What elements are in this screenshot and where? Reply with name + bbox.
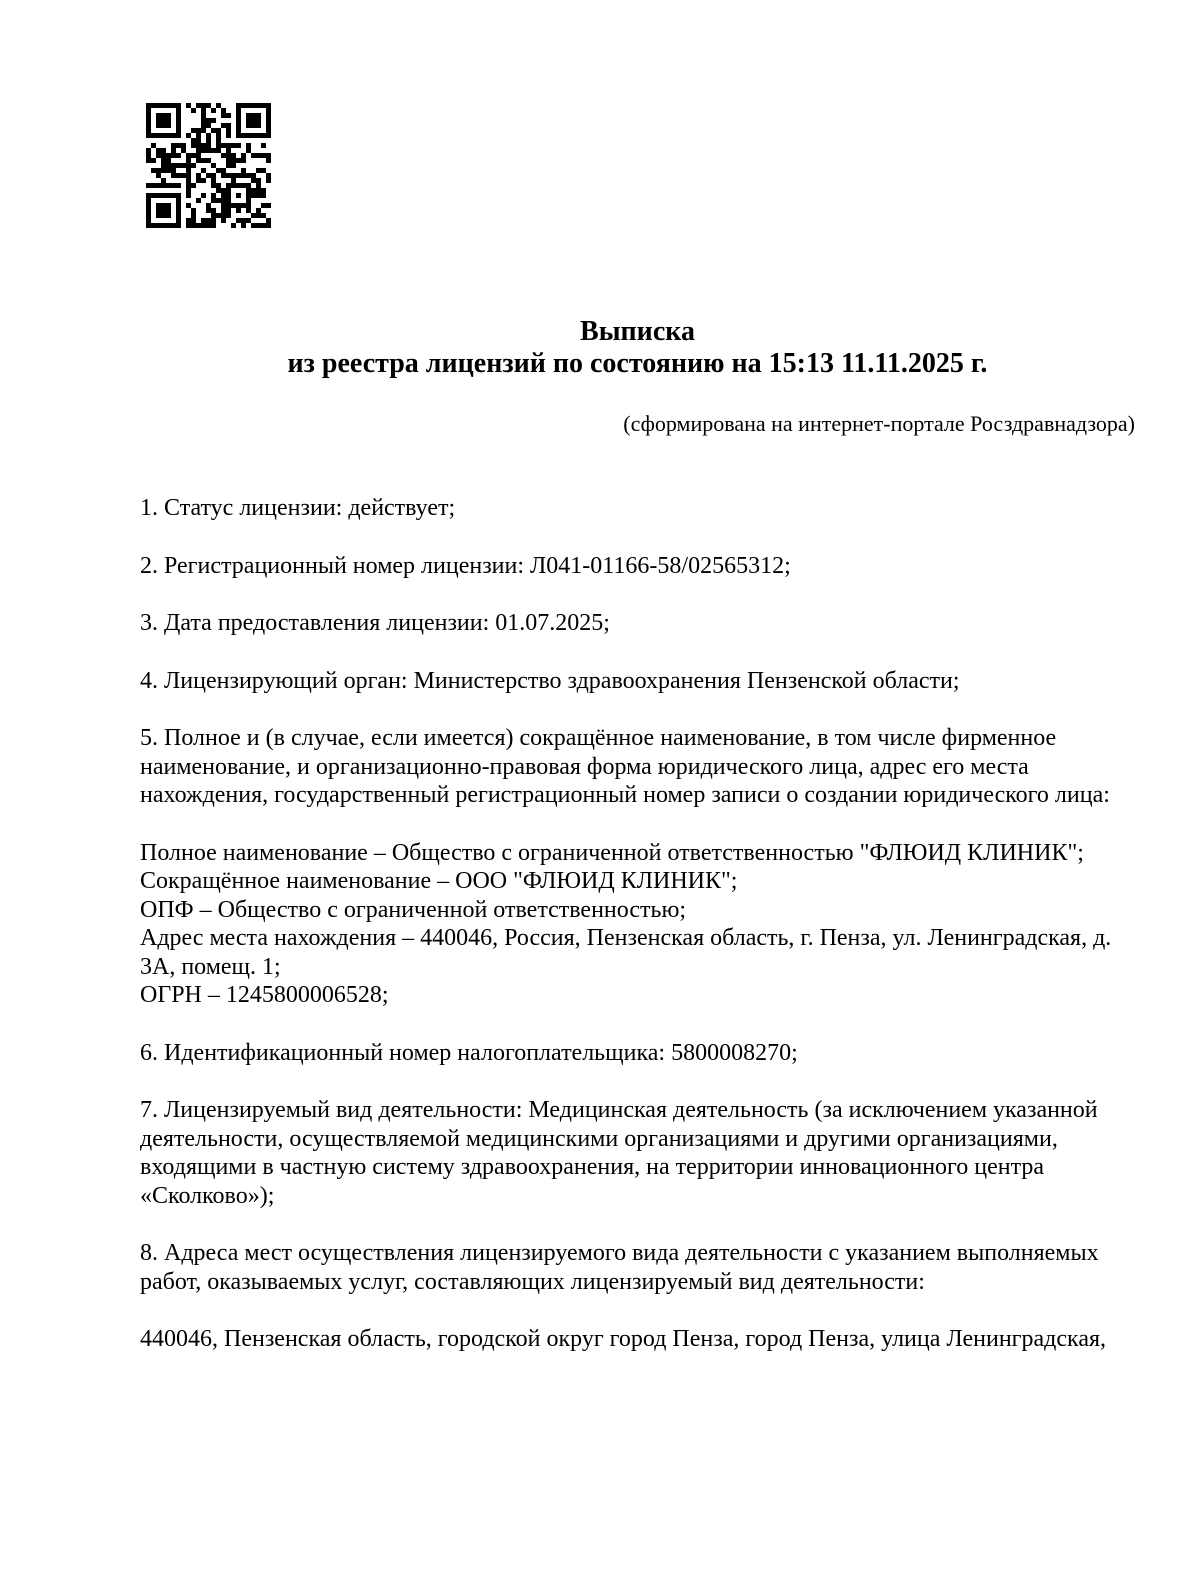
paragraph-line: 7. Лицензируемый вид деятельности: Медицинская деятельность (за исключением указанной [140, 1097, 1098, 1123]
document-body [140, 494, 1135, 1383]
document-title [140, 316, 1135, 380]
document-title-line-2: из реестра лицензий по состоянию на 15:13 11.11.2025 г. [287, 348, 988, 379]
paragraph-registration-number [140, 552, 1135, 581]
paragraph-line: нахождения, государственный регистрационный номер записи о создании юридического лица: [140, 782, 1110, 808]
paragraph-licensing-authority [140, 667, 1135, 696]
paragraph-line: наименование, и организационно-правовая форма юридического лица, адрес его места [140, 753, 1029, 780]
paragraph-line: 3А, помещ. 1; [140, 953, 281, 980]
paragraph-line: 5. Полное и (в случае, если имеется) сокращённое наименование, в том числе фирменное [140, 725, 1057, 751]
paragraph-activity-address [140, 1325, 1135, 1354]
formed-note: (сформирована на интернет-портале Росздравнадзора) [623, 411, 1135, 436]
paragraph-line: ОГРН – 1245800006528; [140, 982, 389, 1008]
paragraph-grant-date [140, 609, 1135, 638]
paragraph-line: 6. Идентификационный номер налогоплательщика: 5800008270; [140, 1039, 798, 1066]
paragraph-line: 1. Статус лицензии: действует; [140, 495, 456, 521]
paragraph-line: «Сколково»); [140, 1182, 275, 1209]
paragraph-line: ОПФ – Общество с ограниченной ответственностью; [140, 896, 687, 923]
paragraph-taxpayer-number [140, 1039, 1135, 1068]
paragraph-clause-8-heading [140, 1239, 1135, 1296]
paragraph-line: Полное наименование – Общество с ограниченной ответственностью "ФЛЮИД КЛИНИК"; [140, 839, 1084, 866]
paragraph-organization-details [140, 839, 1135, 1010]
paragraph-line: работ, оказываемых услуг, составляющих лицензируемый вид деятельности: [140, 1268, 925, 1295]
document-title-line-1: Выписка [580, 316, 695, 347]
paragraph-line: 3. Дата предоставления лицензии: 01.07.2025; [140, 610, 610, 636]
paragraph-clause-5-heading [140, 724, 1135, 810]
paragraph-line: 8. Адреса мест осуществления лицензируемого вида деятельности с указанием выполняемых [140, 1240, 1099, 1266]
paragraph-line: 4. Лицензирующий орган: Министерство здравоохранения Пензенской области; [140, 667, 960, 694]
paragraph-line: входящими в частную систему здравоохранения, на территории инновационного центра [140, 1154, 1045, 1180]
paragraph-line: 440046, Пензенская область, городской округ город Пенза, город Пенза, улица Ленинградская, [140, 1326, 1107, 1352]
paragraph-license-status [140, 494, 1135, 523]
paragraph-line: деятельности, осуществляемой медицинскими организациями и другими организациями, [140, 1125, 1058, 1152]
paragraph-line: 2. Регистрационный номер лицензии: Л041-01166-58/02565312; [140, 552, 791, 579]
qr-code [146, 103, 271, 228]
paragraph-line: Адрес места нахождения – 440046, Россия, Пензенская область, г. Пенза, ул. Ленинградская, д. [140, 925, 1112, 951]
paragraph-licensed-activity [140, 1096, 1135, 1210]
paragraph-line: Сокращённое наименование – ООО "ФЛЮИД КЛИНИК"; [140, 868, 738, 894]
